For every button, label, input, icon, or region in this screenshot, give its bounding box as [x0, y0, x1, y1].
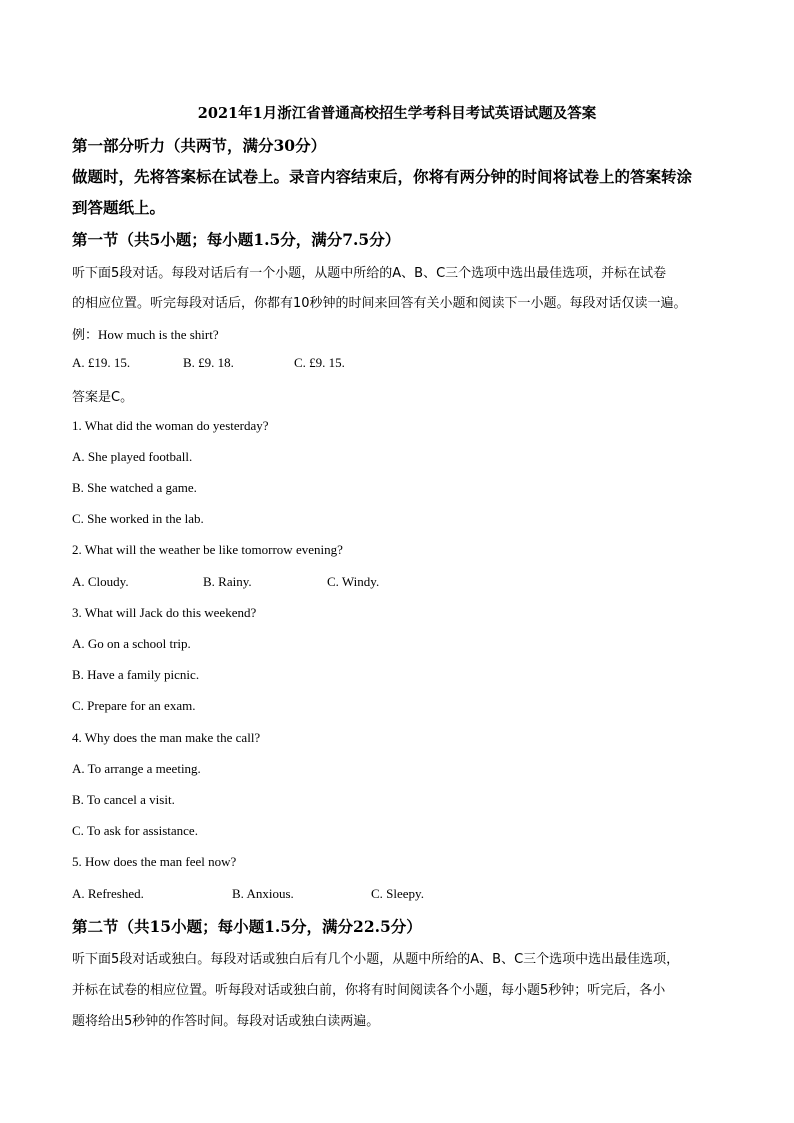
section2-direction-line2: 并标在试卷的相应位置。听每段对话或独白前，你将有时间阅读各个小题，每小题5秒钟；听完后，各小	[72, 983, 666, 998]
part1-heading: 第一部分听力（共两节，满分30分）	[72, 136, 327, 155]
question-2-option-c: C. Windy.	[327, 574, 380, 589]
question-2-option-b: B. Rainy.	[203, 574, 252, 589]
question-1: 1. What did the woman do yesterday?	[72, 418, 269, 433]
section1-heading: 第一节（共5小题；每小题1.5分，满分7.5分）	[72, 230, 401, 249]
example-question: 例：How much is the shirt?	[72, 327, 219, 342]
question-5: 5. How does the man feel now?	[72, 854, 237, 869]
document-title: 2021年1月浙江省普通高校招生学考科目考试英语试题及答案	[197, 105, 597, 122]
section2-heading: 第二节（共15小题；每小题1.5分，满分22.5分）	[72, 917, 422, 936]
question-1-option-b: B. She watched a game.	[72, 480, 197, 495]
example-option-c: C. £9. 15.	[294, 355, 345, 370]
example-option-a: A. £19. 15.	[72, 355, 131, 370]
question-3-option-b: B. Have a family picnic.	[72, 667, 200, 682]
section2-direction-line3: 题将给出5秒钟的作答时间。每段对话或独白读两遍。	[72, 1014, 380, 1029]
part1-instruction-line1: 做题时，先将答案标在试卷上。录音内容结束后，你将有两分钟的时间将试卷上的答案转涂	[72, 167, 693, 186]
question-2-option-a: A. Cloudy.	[72, 574, 129, 589]
question-4: 4. Why does the man make the call?	[72, 730, 261, 745]
question-5-option-b: B. Anxious.	[232, 886, 294, 901]
question-2: 2. What will the weather be like tomorrow evening?	[72, 542, 343, 557]
question-1-option-c: C. She worked in the lab.	[72, 511, 204, 526]
part1-instruction-line2: 到答题纸上。	[72, 198, 166, 217]
question-5-option-a: A. Refreshed.	[72, 886, 144, 901]
example-answer: 答案是C。	[72, 390, 134, 405]
section1-direction-line2: 的相应位置。听完每段对话后，你都有10秒钟的时间来回答有关小题和阅读下一小题。每段对话仅读一遍。	[72, 296, 687, 311]
question-1-option-a: A. She played football.	[72, 449, 193, 464]
question-3: 3. What will Jack do this weekend?	[72, 605, 257, 620]
question-3-option-a: A. Go on a school trip.	[72, 636, 191, 651]
question-4-option-b: B. To cancel a visit.	[72, 792, 175, 807]
example-option-b: B. £9. 18.	[183, 355, 234, 370]
question-5-option-c: C. Sleepy.	[371, 886, 424, 901]
question-4-option-c: C. To ask for assistance.	[72, 823, 198, 838]
question-4-option-a: A. To arrange a meeting.	[72, 761, 201, 776]
section1-direction-line1: 听下面5段对话。每段对话后有一个小题，从题中所给的A、B、C三个选项中选出最佳选项，并标在试卷	[72, 266, 667, 281]
question-3-option-c: C. Prepare for an exam.	[72, 698, 196, 713]
section2-direction-line1: 听下面5段对话或独白。每段对话或独白后有几个小题，从题中所给的A、B、C三个选项中选出最佳选项，	[72, 952, 680, 967]
